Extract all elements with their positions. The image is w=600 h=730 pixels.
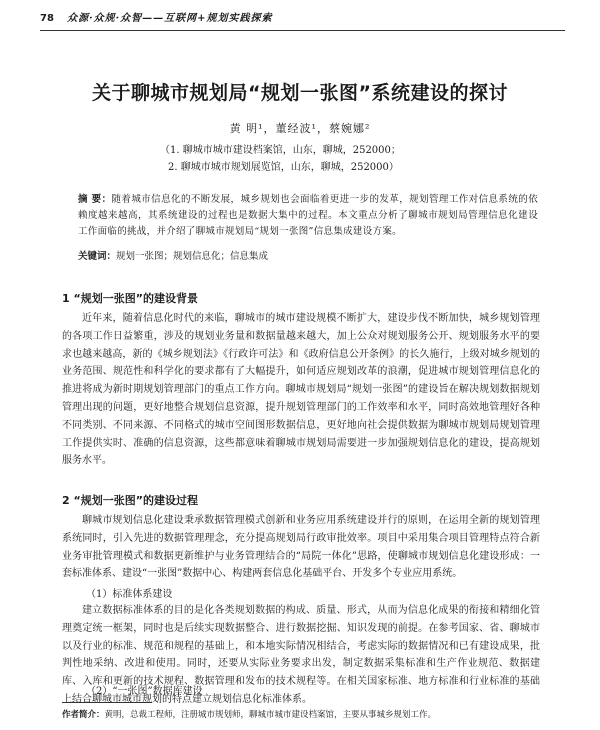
keywords-text: 规划一张图；规划信息化；信息集成 — [116, 251, 269, 262]
abstract-label: 摘 要： — [78, 194, 112, 205]
paper-title: 关于聊城市规划局“规划一张图”系统建设的探讨 — [92, 82, 508, 104]
keywords-label: 关键词： — [78, 251, 117, 262]
abstract-text: 随着城市信息化的不断发展，城乡规划也会面临着更进一步的发革，规划管理工作对信息系统的依赖度越来越高，其系统建设的过程也是数据大集中的过程。本文重点分析了聊城市规划局管理信息化建设工作面临的挑战，并介绍了聊城市规划局“规划一张图”信息集成建设方案。 — [78, 194, 538, 237]
affiliation-1: （1. 聊城市城市建设档案馆，山东，聊城，252000； — [160, 145, 401, 156]
affiliation-2: 2. 聊城市城市规划展览馆，山东，聊城，252000） — [168, 162, 399, 173]
section-1-body — [62, 310, 540, 470]
keywords — [78, 250, 538, 264]
subsection-2-heading: （2）“一张图”数据库建设 — [86, 686, 203, 697]
abstract — [78, 192, 538, 240]
footnote — [62, 708, 540, 720]
authors: 黄 明¹，董经波¹，蔡婉娜² — [229, 122, 371, 135]
footnote-text: 黄明，总裁工程师，注册城市规划师，聊城市城市建设档案馆，主要从事城乡规划工作。 — [104, 710, 437, 720]
footnote-divider — [62, 702, 152, 703]
section-1-paragraph: 近年来，随着信息化时代的来临，聊城市的城市建设规模不断扩大，建设步伐不断加快，城乡规划管理的各项工作日益繁重，涉及的规划业务量和数据量越来越大，加上公众对规划服务公开、规划服务水平的要求也越来越高，新的《城乡规划法》《行政许可法》和《政府信息公开条例》的长久施行，上级对城乡规划的业务范围、规范性和科学化的要求都有了大幅提升，如何适应规划改革的浪潮，促进城市规划管理信息化的推进将成为新时期规划管理部门的重点工作方向。聊城市规划局“规划一张图”的建设旨在解决规划数据规划管理出现的问题，更好地整合规划信息资源，提升规划管理部门的工作效率和水平，同时高效地管理好各种不同类别、不同来源、不同格式的城市空间图形数据信息，更好地向社会提供数据为聊城市规划局规划管理工作提供实时、准确的信息资源，这些都意味着聊城市规划局需要进一步加强规划信息化的建设，提高规划服务水平。 — [62, 313, 540, 467]
subsection-1-heading: （1）标准体系建设 — [86, 589, 173, 600]
section-2-heading: 2 “规划一张图”的建设过程 — [62, 494, 198, 507]
footnote-label: 作者简介： — [62, 710, 105, 720]
subsection-1-paragraph: 建立数据标准体系的目的是化各类规划数据的构成、质量、形式，从而为信息化成果的衔接和精细化管理奠定统一框架，同时也是后续实现数据整合、进行数据挖掘、知识发现的前提。在参考国家、省、聊城市以及行业的标准、规范和规程的基础上，和本地实际情况相结合，考虑实际的数据情况和已有建设成果，批判性地采纳、改进和使用。同时，还要从实际业务要求出发，制定数据采集标准和生产作业规范、数据建库、入库和更新的技术规程、数据管理和发布的技术规程等。在相关国家标准、地方标准和行业标准的基础上结合聊城市城市规划的特点建立规划信息化标准体系。 — [62, 605, 540, 705]
page-number: 78 — [40, 13, 54, 24]
affiliations — [160, 142, 480, 176]
section-2-paragraph: 聊城市规划信息化建设秉承数据管理模式创新和业务应用系统建设并行的原则，在运用全新的规划管理系统同时，引入先进的数据管理理念，充分提高规划局行政审批效率。项目中采用集合项目管理特点符合新业务审批管理模式和数据更新维护与业务管理结合的“局院一体化”思路，使聊城市规划信息化建设形成：一套标准体系、建设“一张图”数据中心、构建两套信息化基础平台、开发多个专业应用系统。 — [62, 515, 540, 580]
running-header — [40, 10, 565, 31]
running-title: 众源·众规·众智——互联网+规划实践探索 — [67, 13, 273, 24]
section-1-heading: 1 “规划一张图”的建设背景 — [62, 292, 198, 305]
section-2-body — [62, 512, 540, 583]
